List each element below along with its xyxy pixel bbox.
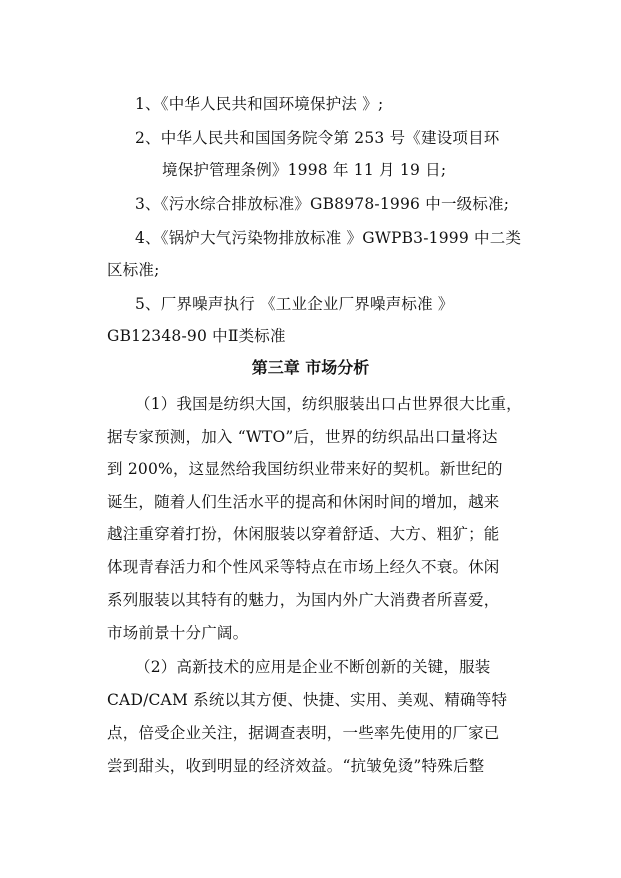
paragraph-1-line-1: （1）我国是纺织大国，纺织服装出口占世界很大比重， (135, 395, 522, 413)
standard-item-2-line-1: 2、中华人民共和国国务院令第 253 号《建设项目环 (135, 129, 500, 147)
standard-item-3: 3、《污水综合排放标准》GB8978-1996 中一级标准; (135, 195, 510, 213)
paragraph-2-line-2: CAD/CAM 系统以其方便、快捷、实用、美观、精确等特 (107, 691, 508, 709)
paragraph-1-line-3: 到 200%，这显然给我国纺织业带来好的契机。新世纪的 (107, 460, 503, 478)
paragraph-1-line-5: 越注重穿着打扮，休闲服装以穿着舒适、大方、粗犷；能 (107, 525, 500, 543)
chapter-title: 第三章 市场分析 (251, 358, 370, 377)
paragraph-2-line-4: 尝到甜头，收到明显的经济效益。“抗皱免烫”特殊后整 (107, 757, 485, 775)
paragraph-1-line-8: 市场前景十分广阔。 (107, 624, 249, 642)
paragraph-1-line-6: 体现青春活力和个性风采等特点在市场上经久不衰。休闲 (107, 558, 500, 576)
standard-item-5-line-1: 5、厂界噪声执行 《工业企业厂界噪声标准 》 (135, 295, 454, 313)
paragraph-1-line-2: 据专家预测，加入 “WTO”后，世界的纺织品出口量将达 (107, 428, 498, 446)
paragraph-2-line-3: 点，倍受企业关注，据调查表明，一些率先使用的厂家已 (107, 724, 500, 742)
standard-item-5-line-2: GB12348-90 中Ⅱ类标准 (107, 327, 286, 345)
standard-item-4-line-2: 区标准; (107, 261, 160, 279)
paragraph-2-line-1: （2）高新技术的应用是企业不断创新的关键，服装 (135, 658, 491, 676)
standard-item-1: 1、《中华人民共和国环境保护法 》; (135, 95, 384, 113)
paragraph-1-line-7: 系列服装以其特有的魅力，为国内外广大消费者所喜爱， (107, 591, 500, 609)
standard-item-4-line-1: 4、《锅炉大气污染物排放标准 》GWPB3-1999 中二类 (135, 229, 522, 247)
standard-item-2-line-2: 境保护管理条例》1998 年 11 月 19 日; (162, 161, 447, 179)
paragraph-1-line-4: 诞生，随着人们生活水平的提高和休闲时间的增加，越来 (107, 493, 500, 511)
